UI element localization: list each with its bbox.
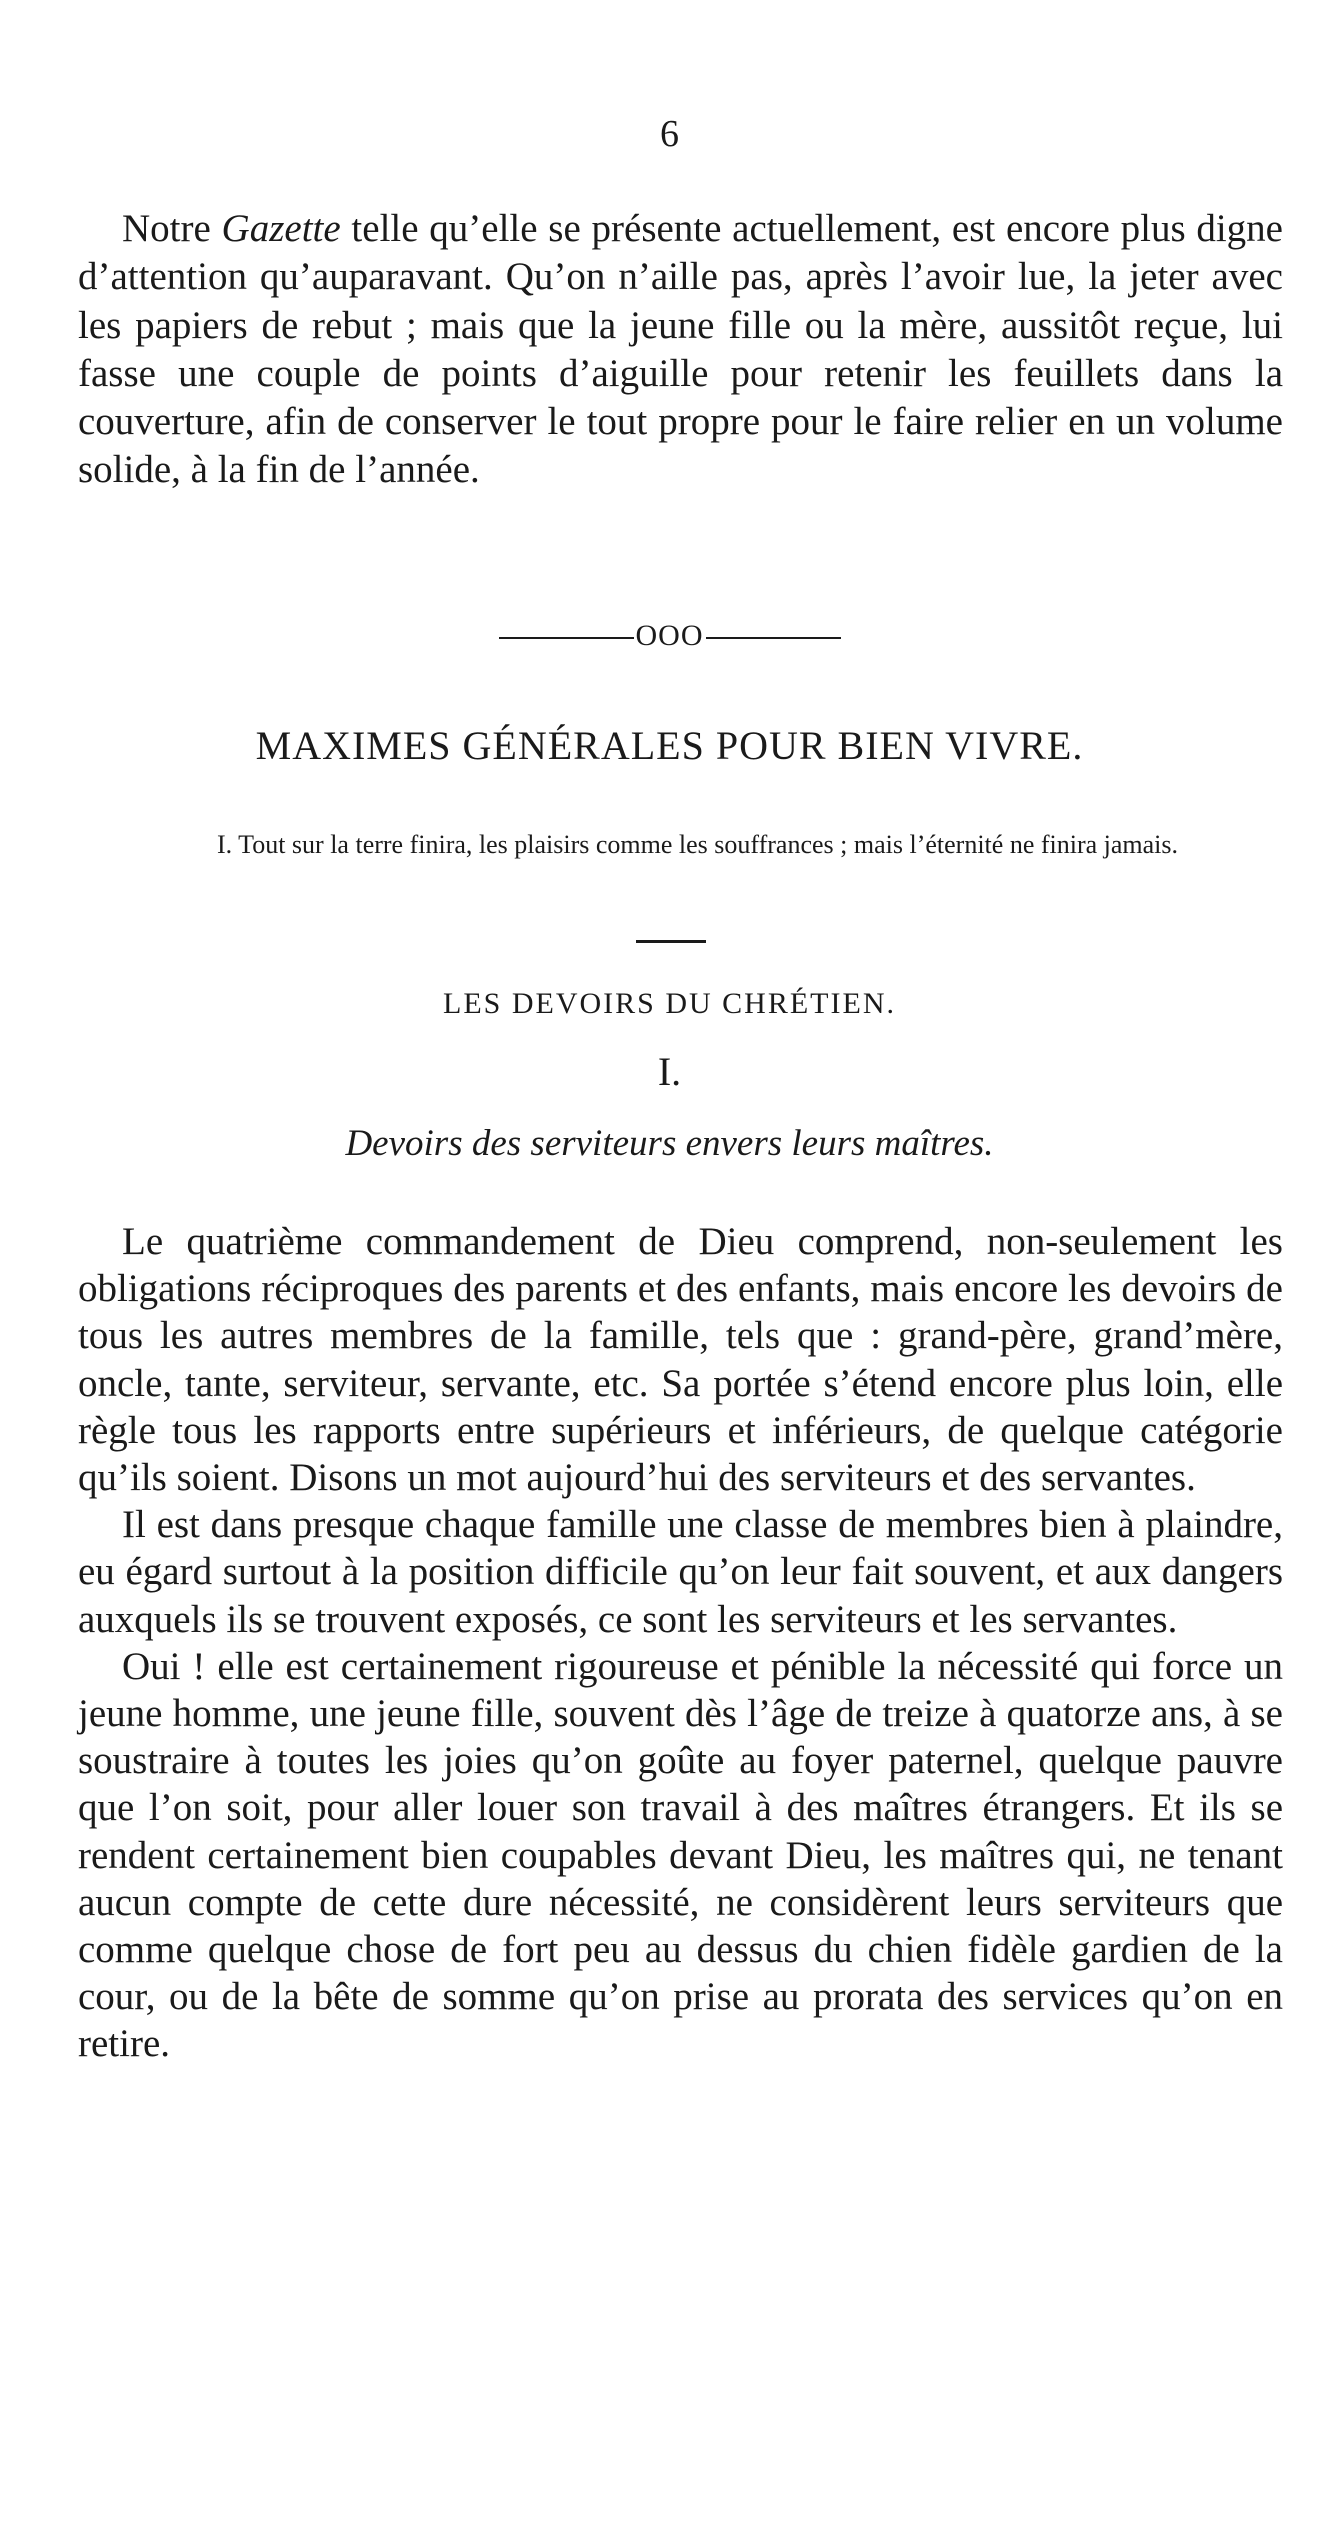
gazette-title: Gazette [221, 207, 341, 250]
devoirs-body [78, 1218, 1283, 2068]
short-divider-rule [636, 940, 706, 943]
body-paragraph-1: Le quatrième commandement de Dieu comprend, non-seulement les obligations réciproques des parents et des enfants, mais encore les devoirs de tous les autres membres de la famille, tels que : grand-père, grand’mère, oncle, tante, serviteur, servante, etc. Sa portée s’étend encore plus loin, elle règle tous les rapports entre supérieurs et inférieurs, de quelque catégorie qu’ils soient. Disons un mot aujourd’hui des serviteurs et des servantes. [78, 1220, 1283, 1500]
intro-text-rest: telle qu’elle se présente actuellement, est encore plus digne d’attention qu’auparavant. Qu’on n’aille pas, après l’avoir lue, la jeter avec les papiers de rebut ; mais que la jeune fille ou la mère, aussitôt reçue, lui fasse une couple de points d’aiguille pour retenir les feuillets dans la couverture, afin de conserver le tout propre pour le faire relier en un volume solide, à la fin de l’année. [78, 207, 1283, 492]
body-paragraph-2: Il est dans presque chaque famille une classe de membres bien à plaindre, eu égard surtout à la position difficile qu’on leur fait souvent, et aux dangers auxquels ils se trouvent exposés, ce sont les serviteurs et les servantes. [78, 1503, 1283, 1641]
devoirs-title: LES DEVOIRS DU CHRÉTIEN. [443, 987, 896, 1020]
maxim-item: I. Tout sur la terre finira, les plaisirs comme les souffrances ; mais l’éternité ne finira jamais. [216, 830, 1179, 859]
intro-paragraph [78, 205, 1283, 495]
page-number: 6 [660, 113, 679, 155]
devoirs-subtitle: Devoirs des serviteurs envers leurs maîtres. [345, 1123, 994, 1164]
divider-text: OOO [635, 619, 704, 652]
divider-rule-left [499, 637, 634, 639]
section-numeral: I. [657, 1049, 682, 1094]
intro-text-start: Notre [122, 207, 222, 250]
section-divider [0, 619, 1339, 653]
body-paragraph-3: Oui ! elle est certainement rigoureuse et pénible la nécessité qui force un jeune homme, une jeune fille, souvent dès l’âge de treize à quatorze ans, à se soustraire à toutes les joies qu’on goûte au foyer paternel, quelque pauvre que l’on soit, pour aller louer son travail à des maîtres étrangers. Et ils se rendent certainement bien coupables devant Dieu, les maîtres qui, ne tenant aucun compte de cette dure nécessité, ne considèrent leurs serviteurs que comme quelque chose de fort peu au dessus du chien fidèle gardien de la cour, ou de la bête de somme qu’on prise au prorata des services qu’on en retire. [78, 1644, 1283, 2066]
divider-rule-right [706, 637, 841, 639]
maximes-title: MAXIMES GÉNÉRALES POUR BIEN VIVRE. [255, 723, 1084, 768]
